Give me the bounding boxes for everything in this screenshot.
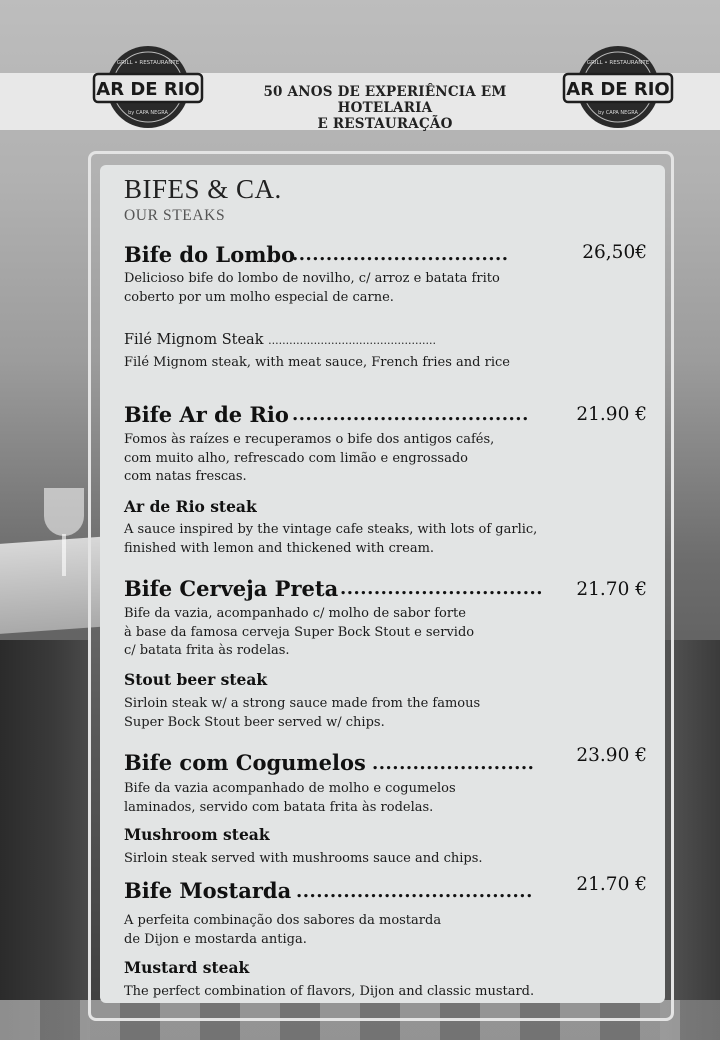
dish-leader-dots: .............................. bbox=[340, 578, 543, 599]
dish-price: 21.70 € bbox=[576, 579, 647, 600]
dish-en-description: The perfect combination of flavors, Dijon and classic mustard. bbox=[124, 984, 535, 999]
dish-name: Bife Cerveja Preta bbox=[124, 576, 339, 601]
dish-leader-dots: ................................... bbox=[296, 881, 533, 902]
dish-leader-dots: ................................ bbox=[292, 244, 509, 265]
logo-left bbox=[92, 44, 204, 130]
dish-en-description: Sirloin steak w/ a strong sauce made from the famous Super Bock Stout beer served w/ chips. bbox=[124, 696, 481, 730]
dish-name: Bife Mostarda bbox=[124, 878, 292, 903]
dish-leader-dots: ........................ bbox=[372, 753, 535, 774]
section-subtitle: OUR STEAKS bbox=[124, 207, 226, 224]
logo-right bbox=[562, 44, 674, 130]
background-wine-glass bbox=[44, 488, 84, 536]
background-chair-left bbox=[0, 640, 90, 1040]
dish-name: Bife do Lombo bbox=[124, 242, 296, 267]
dish-en-name: Mushroom steak bbox=[124, 825, 270, 844]
dish-price: 23.90 € bbox=[576, 745, 647, 766]
dish-name: Bife com Cogumelos bbox=[124, 750, 366, 775]
dish-en-name: Mustard steak bbox=[124, 958, 250, 977]
dish-en-description: A sauce inspired by the vintage cafe steaks, with lots of garlic, finished with lemon and thickened with cream. bbox=[124, 522, 538, 556]
logo-top-arc: GRILL • RESTAURANTE bbox=[116, 60, 180, 66]
dish-description: Fomos às raízes e recuperamos o bife dos antigos cafés, com muito alho, refrescado com limão e engrossado com natas frescas. bbox=[124, 432, 495, 484]
dish-description: Bife da vazia, acompanhado c/ molho de sabor forte à base da famosa cerveja Super Bock Stout e servido c/ batata frita às rodelas. bbox=[124, 606, 475, 658]
dish-description: Bife da vazia acompanhado de molho e cogumelos laminados, servido com batata frita às rodelas. bbox=[124, 781, 456, 815]
section-title: BIFES & CA. bbox=[124, 174, 282, 204]
dish-en-name-text: Filé Mignom Steak bbox=[124, 332, 264, 348]
background-wine-glass-stem bbox=[62, 534, 66, 576]
dish-en-name: Stout beer steak bbox=[124, 670, 268, 689]
logo-bottom-arc: by CAPA NEGRA bbox=[128, 110, 168, 116]
dish-price: 21.90 € bbox=[576, 404, 647, 425]
dish-description: Delicioso bife do lombo de novilho, c/ arroz e batata frito coberto por um molho especial de carne. bbox=[124, 271, 500, 305]
logo-top-arc: GRILL • RESTAURANTE bbox=[586, 60, 650, 66]
dish-description: A perfeita combinação dos sabores da mostarda de Dijon e mostarda antiga. bbox=[124, 913, 442, 947]
dish-en-description: Filé Mignom steak, with meat sauce, French fries and rice bbox=[124, 355, 510, 370]
dish-en-name bbox=[124, 332, 436, 348]
dish-name: Bife Ar de Rio bbox=[124, 402, 289, 427]
tagline: 50 ANOS DE EXPERIÊNCIA EM HOTELARIA E RESTAURAÇÃO bbox=[263, 84, 507, 132]
dish-en-name: Ar de Rio steak bbox=[124, 497, 257, 516]
dish-en-description: Sirloin steak served with mushrooms sauce and chips. bbox=[124, 851, 483, 866]
logo-name: AR DE RIO bbox=[96, 79, 200, 100]
dish-leader-dots: ................................... bbox=[292, 404, 529, 425]
logo-name: AR DE RIO bbox=[566, 79, 670, 100]
dish-price: 21.70 € bbox=[576, 874, 647, 895]
dish-en-dots: ................................................ bbox=[268, 334, 436, 347]
logo-bottom-arc: by CAPA NEGRA bbox=[598, 110, 638, 116]
dish-price: 26,50€ bbox=[582, 242, 647, 263]
